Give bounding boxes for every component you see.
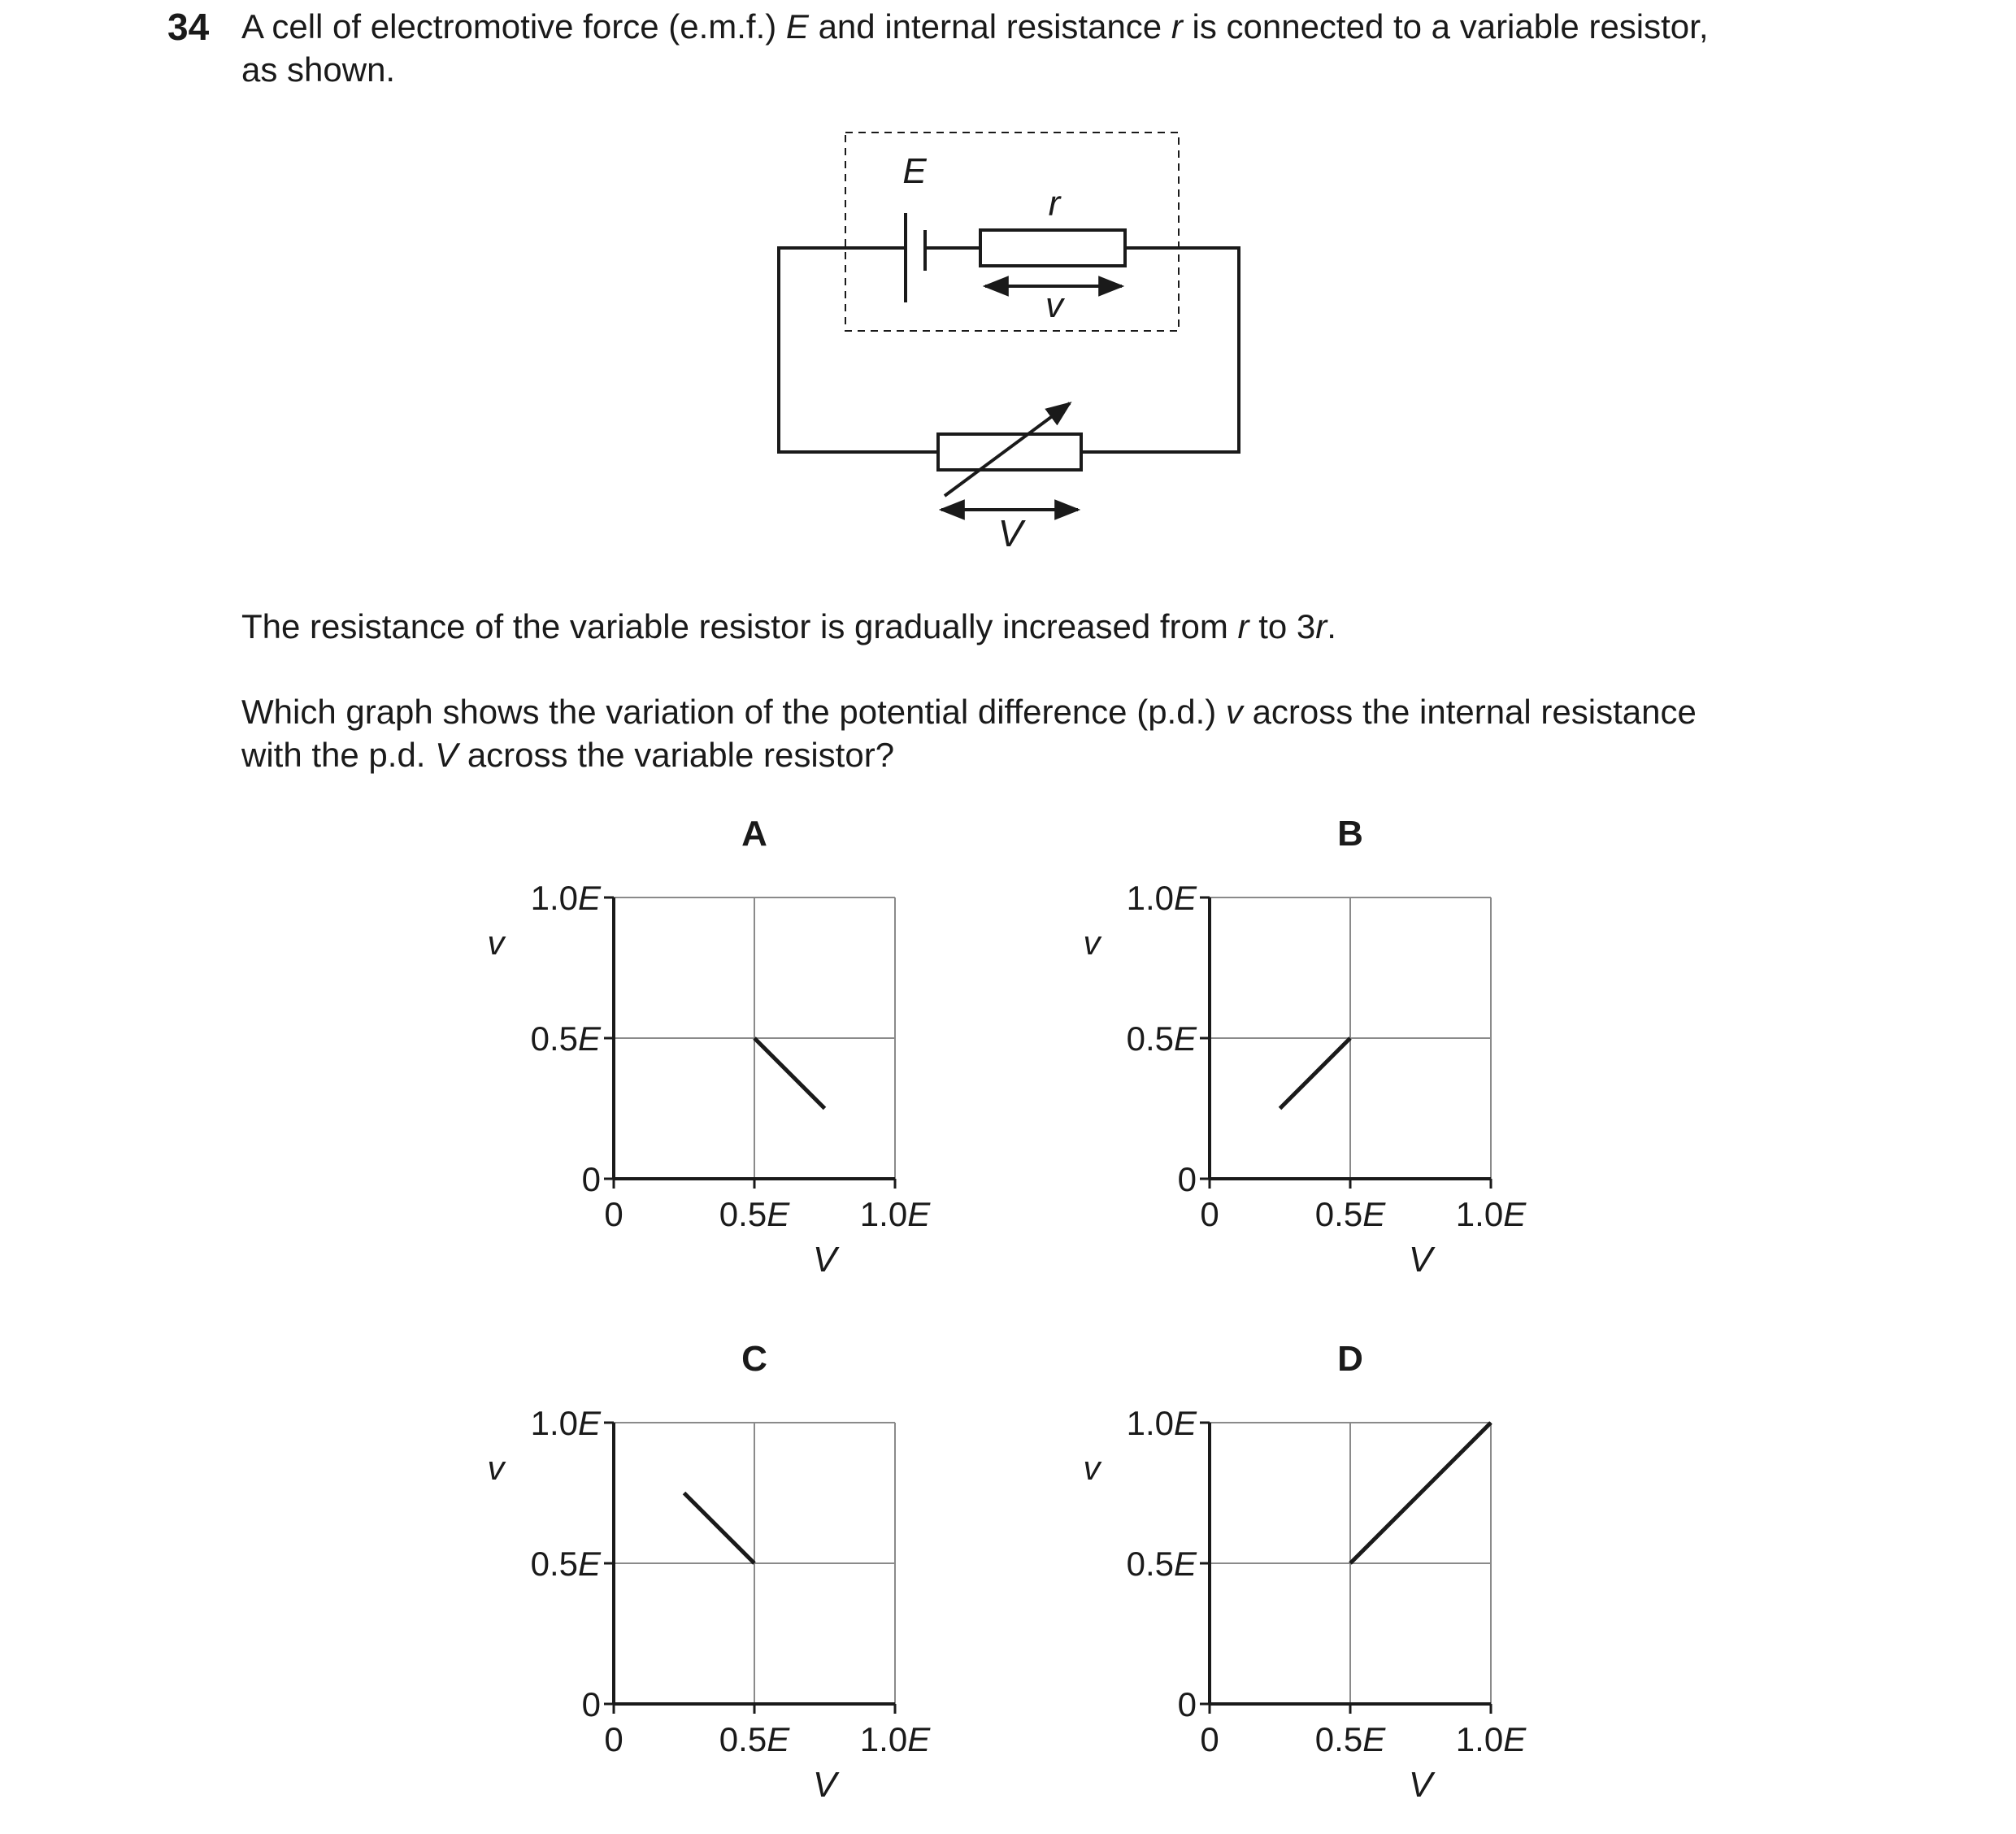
question-statement: The resistance of the variable resistor is gradually increased from r to 3r. [241,607,1336,645]
graph-title: C [741,1339,767,1379]
variable-pd-label: V [997,512,1023,554]
question-prompt: Which graph shows the variation of the potential difference (p.d.) v across the internal resistance with the p.d. V across the variable resistor? [241,693,1697,774]
circuit-diagram [764,122,1268,561]
x-axis-label: V [1408,1765,1433,1805]
y-axis-label: v [487,1449,505,1487]
y-tick-label: 0.5E [1126,1019,1197,1058]
data-line [1350,1423,1491,1563]
x-tick-label: 1.0E [859,1195,931,1233]
y-axis-label: v [1083,924,1101,962]
x-axis-label: V [812,1240,837,1280]
question-number: 34 [167,6,210,48]
x-axis-label: V [812,1765,837,1805]
graph-title: A [741,814,767,854]
circuit-wire [1081,248,1239,452]
graph-a [455,805,959,1309]
y-tick-label: 0.5E [530,1545,601,1583]
x-tick-label: 0.5E [719,1195,790,1233]
graph-c [455,1330,959,1834]
graph-title: B [1337,814,1363,854]
y-tick-label: 0.5E [530,1019,601,1058]
x-tick-label: 0.5E [1314,1195,1386,1233]
emf-label: E [902,151,927,191]
graph-title: D [1337,1339,1363,1379]
y-axis-label: v [1083,1449,1101,1487]
y-tick-label: 0 [581,1160,601,1198]
y-axis-label: v [487,924,505,962]
y-tick-label: 1.0E [1126,879,1197,917]
internal-resistor [980,230,1125,266]
x-tick-label: 0 [604,1720,623,1758]
data-line [754,1038,825,1109]
question-intro: A cell of electromotive force (e.m.f.) E and internal resistance r is connected to a variable resistor, as shown. [241,7,1709,89]
graph-b [1051,805,1555,1309]
x-tick-label: 0 [604,1195,623,1233]
x-tick-label: 1.0E [1455,1720,1527,1758]
data-line [1280,1038,1351,1109]
data-line [684,1493,755,1564]
graph-d [1051,1330,1555,1834]
y-tick-label: 0 [581,1685,601,1723]
x-tick-label: 0.5E [1314,1720,1386,1758]
x-tick-label: 0 [1200,1720,1219,1758]
variable-resistor [938,434,1081,470]
internal-resistance-label: r [1048,184,1061,224]
circuit-wire [779,248,938,452]
y-tick-label: 1.0E [530,879,601,917]
x-tick-label: 0 [1200,1195,1219,1233]
x-tick-label: 0.5E [719,1720,790,1758]
x-axis-label: V [1408,1240,1433,1280]
internal-pd-label: v [1045,285,1063,325]
x-tick-label: 1.0E [1455,1195,1527,1233]
x-tick-label: 1.0E [859,1720,931,1758]
y-tick-label: 1.0E [530,1404,601,1442]
y-tick-label: 0 [1177,1160,1197,1198]
y-tick-label: 0 [1177,1685,1197,1723]
y-tick-label: 0.5E [1126,1545,1197,1583]
y-tick-label: 1.0E [1126,1404,1197,1442]
